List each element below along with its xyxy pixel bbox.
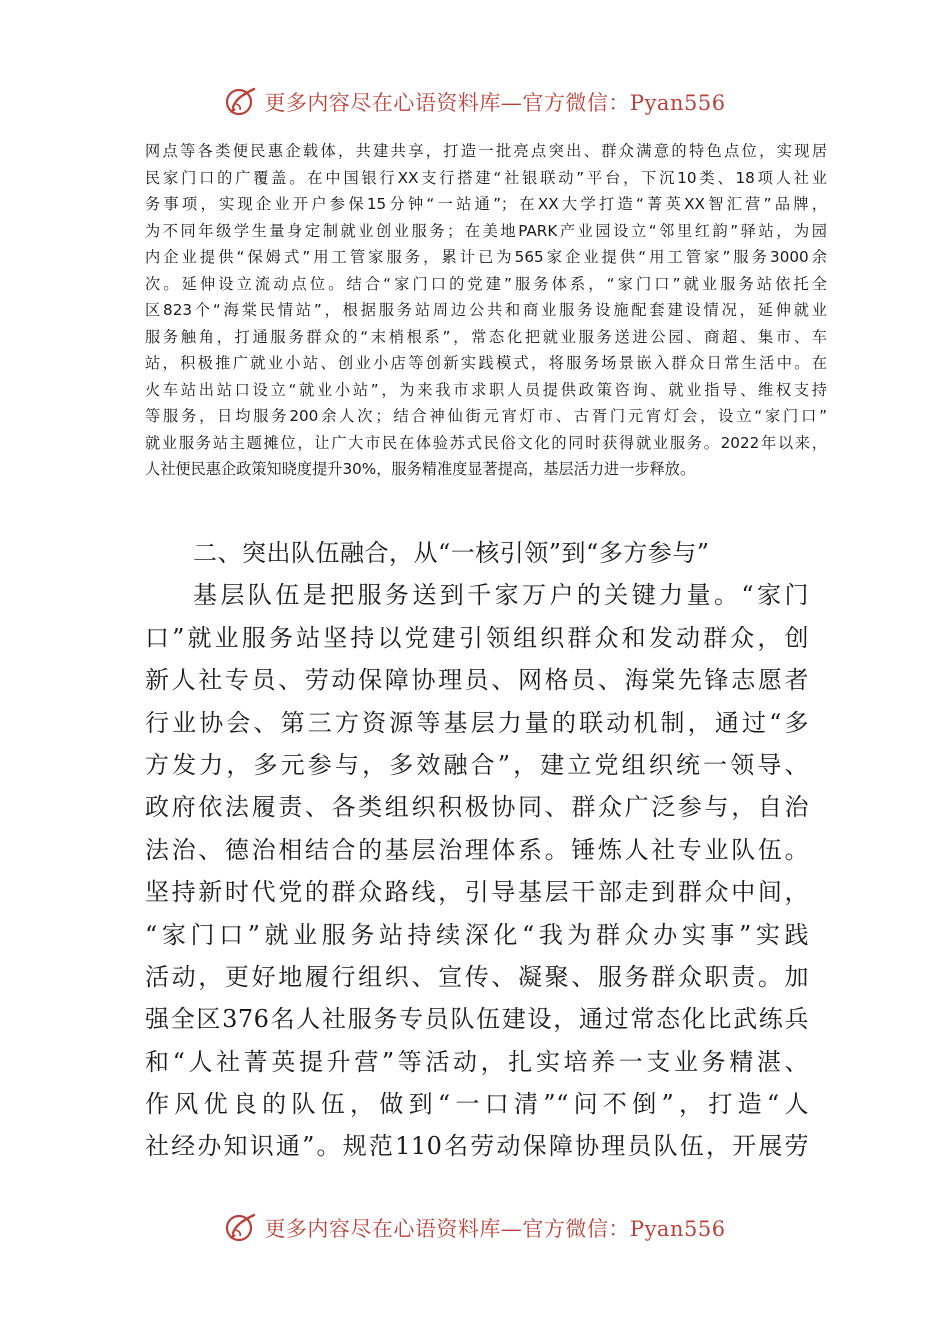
text-line: 就业服务站主题摊位，让广大市民在体验苏式民俗文化的同时获得就业服务。2022年以来， (145, 433, 827, 452)
text-line: 次。延伸设立流动点位。结合“家门口的党建”服务体系，“家门口”就业服务站依托全 (145, 274, 827, 293)
header-banner (0, 82, 950, 122)
text-line: 站，积极推广就业小站、创业小店等创新实践模式，将服务场景嵌入群众日常生活中。在 (145, 354, 827, 372)
text-line: 法治、德治相结合的基层治理体系。锤炼人社专业队伍。 (145, 835, 809, 864)
text-line: 民家门口的广覆盖。在中国银行XX支行搭建“社银联动”平台，下沉10类、18项人社业 (145, 168, 827, 187)
text-line: 基层队伍是把服务送到千家万户的关键力量。“家门 (193, 581, 809, 610)
text-line: 方发力，多元参与，多效融合”，建立党组织统一领导、 (145, 750, 809, 779)
footer-banner (0, 1208, 950, 1248)
text-line: 口”就业服务站坚持以党建引领组织群众和发动群众，创 (145, 623, 809, 652)
section-heading: 二、突出队伍融合，从“一核引领”到“多方参与” (193, 539, 710, 567)
paragraph-service-points (145, 138, 827, 483)
pen-logo-icon (224, 85, 258, 119)
text-line: 服务触角，打通服务群众的“末梢根系”，常态化把就业服务送进公园、商超、集市、车 (145, 327, 827, 346)
text-line: 内企业提供“保姆式”用工管家服务，累计已为565家企业提供“用工管家”服务3000余 (145, 248, 827, 266)
section-team-integration (145, 532, 809, 1168)
text-line: 坚持新时代党的群众路线，引导基层干部走到群众中间， (145, 878, 809, 907)
text-line: 活动，更好地履行组织、宣传、凝聚、服务群众职责。加 (145, 962, 809, 991)
text-line: 社经办知识通”。规范110名劳动保障协理员队伍，开展劳 (145, 1132, 809, 1161)
banner-text: 更多内容尽在心语资料库—官方微信：Pyan556 (264, 1217, 726, 1241)
text-line: 人社便民惠企政策知晓度提升30%，服务精准度显著提高，基层活力进一步释放。 (145, 460, 696, 478)
text-line: 区823个“海棠民情站”，根据服务站周边公共和商业服务设施配套建设情况，延伸就业 (145, 301, 827, 319)
text-line: 新人社专员、劳动保障协理员、网格员、海棠先锋志愿者 (145, 666, 809, 695)
text-line: 行业协会、第三方资源等基层力量的联动机制，通过“多 (145, 708, 809, 737)
text-line: 等服务，日均服务200余人次；结合神仙街元宵灯市、古胥门元宵灯会，设立“家门口” (145, 407, 827, 425)
text-line: 政府依法履责、各类组织积极协同、群众广泛参与，自治 (145, 793, 809, 822)
text-line: 网点等各类便民惠企载体，共建共享，打造一批亮点突出、群众满意的特色点位，实现居 (145, 142, 827, 160)
text-line: “家门口”就业服务站持续深化“我为群众办实事”实践 (145, 920, 809, 949)
text-line: 务事项，实现企业开户参保15分钟“一站通”；在XX大学打造“菁英XX智汇营”品牌， (145, 195, 827, 213)
banner-text: 更多内容尽在心语资料库—官方微信：Pyan556 (264, 91, 726, 115)
text-line: 火车站出站口设立“就业小站”，为来我市求职人员提供政策咨询、就业指导、维权支持 (145, 380, 827, 399)
text-line: 为不同年级学生量身定制就业创业服务；在美地PARK产业园设立“邻里红韵”驿站，为园 (145, 221, 827, 240)
text-line: 作风优良的队伍，做到“一口清”“问不倒”，打造“人 (145, 1090, 809, 1119)
text-line: 和“人社菁英提升营”等活动，扎实培养一支业务精湛、 (145, 1047, 809, 1076)
text-line: 强全区376名人社服务专员队伍建设，通过常态化比武练兵 (145, 1005, 809, 1034)
pen-logo-icon (224, 1211, 258, 1245)
